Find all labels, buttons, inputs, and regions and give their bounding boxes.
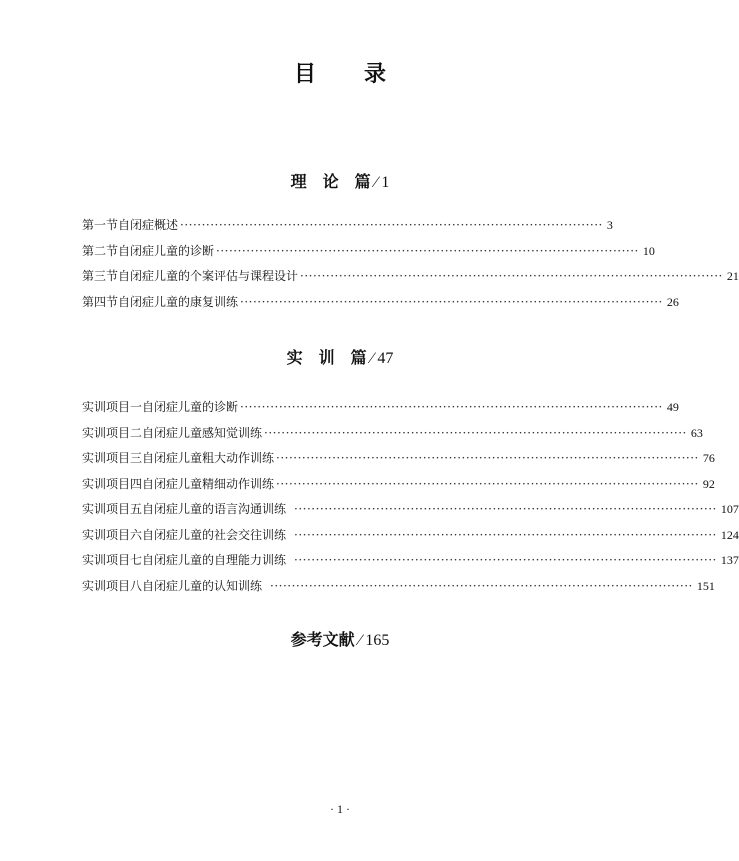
part-separator: ⁄ (370, 174, 382, 191)
toc-entry-label: 第四节 (82, 294, 119, 309)
toc-entry-label: 第一节 (82, 218, 119, 232)
dot-leader: ·································································································· (240, 400, 663, 414)
part-heading-references[interactable] (0, 627, 680, 650)
toc-entry-page: 107 (720, 502, 739, 516)
toc-entry[interactable] (82, 264, 739, 290)
toc-entry-title: 自闭症儿童的自理能力训练 (142, 553, 287, 567)
title-char-2: 录 (364, 62, 387, 87)
part-page-number: 1 (381, 174, 390, 191)
page-title (0, 57, 680, 88)
part-heading-theory (0, 169, 680, 192)
toc-entry[interactable] (82, 421, 703, 447)
toc-entry-label: 实训项目八 (82, 578, 143, 593)
toc-entry-title: 自闭症儿童的个案评估与课程设计 (118, 269, 299, 283)
toc-entry-label: 实训项目七 (82, 553, 143, 567)
toc-entry-page: 49 (666, 400, 679, 414)
toc-entry-page: 63 (690, 425, 703, 440)
toc-entry-page: 137 (720, 553, 739, 567)
toc-entry-page: 124 (720, 527, 739, 542)
toc-entry-label: 第三节 (82, 269, 119, 283)
dot-leader: ·································································································· (276, 476, 699, 491)
toc-entry-label: 实训项目一 (82, 400, 143, 414)
toc-list-practice (82, 395, 739, 599)
toc-entry-title: 自闭症概述 (118, 218, 179, 232)
dot-leader: ·································································································· (294, 502, 717, 516)
title-char-1: 目 (293, 62, 316, 87)
dot-leader: ·································································································· (264, 425, 687, 440)
part-page-number: 47 (377, 350, 394, 367)
toc-entry-label: 第二节 (82, 243, 119, 258)
dot-leader: ·································································································· (276, 451, 699, 465)
dot-leader: ·································································································· (300, 269, 723, 283)
toc-entry[interactable] (82, 395, 679, 421)
toc-entry-page: 151 (696, 578, 715, 593)
toc-entry-page: 26 (666, 294, 679, 309)
toc-entry-page: 21 (726, 269, 739, 283)
dot-leader: ·································································································· (294, 527, 717, 542)
dot-leader: ·································································································· (216, 243, 639, 258)
page-number-footer: · 1 · (330, 802, 350, 816)
toc-entry-label: 实训项目六 (82, 527, 143, 542)
toc-entry-title: 自闭症儿童的康复训练 (118, 294, 239, 309)
toc-entry-label: 实训项目四 (82, 476, 143, 491)
toc-entry-title: 自闭症儿童的社会交往训练 (142, 527, 287, 542)
toc-entry-label: 实训项目五 (82, 502, 143, 516)
toc-entry[interactable] (82, 523, 739, 549)
toc-entry[interactable] (82, 472, 715, 498)
toc-entry-label: 实训项目二 (82, 425, 143, 440)
toc-entry-title: 自闭症儿童粗大动作训练 (142, 451, 275, 465)
toc-entry[interactable] (82, 239, 655, 265)
toc-entry-title: 自闭症儿童精细动作训练 (142, 476, 275, 491)
part-title: 参考文献 (290, 630, 355, 649)
part-separator: ⁄ (354, 632, 366, 649)
toc-entry[interactable] (82, 574, 715, 600)
toc-entry-label: 实训项目三 (82, 451, 143, 465)
dot-leader: ·································································································· (180, 218, 603, 232)
toc-entry-page: 10 (642, 243, 655, 258)
part-heading-practice (0, 345, 680, 368)
toc-entry-title: 自闭症儿童的语言沟通训练 (142, 502, 287, 516)
dot-leader: ·································································································· (270, 578, 693, 593)
dot-leader: ·································································································· (240, 294, 663, 309)
part-title: 理 论 篇 (290, 172, 371, 191)
toc-entry[interactable] (82, 446, 715, 472)
part-page-number: 165 (365, 632, 390, 649)
toc-entry[interactable] (82, 548, 739, 574)
toc-entry-page: 76 (702, 451, 715, 465)
toc-entry-title: 自闭症儿童的认知训练 (142, 578, 263, 593)
toc-entry[interactable] (82, 290, 679, 316)
toc-entry-title: 自闭症儿童的诊断 (142, 400, 239, 414)
toc-entry-title: 自闭症儿童感知觉训练 (142, 425, 263, 440)
toc-entry-page: 3 (606, 218, 613, 232)
part-separator: ⁄ (366, 350, 378, 367)
part-title: 实 训 篇 (286, 348, 367, 367)
toc-entry[interactable] (82, 497, 739, 523)
toc-entry-title: 自闭症儿童的诊断 (118, 243, 215, 258)
toc-list-theory (82, 213, 739, 315)
toc-entry-page: 92 (702, 476, 715, 491)
toc-entry[interactable] (82, 213, 613, 239)
dot-leader: ·································································································· (294, 553, 717, 567)
